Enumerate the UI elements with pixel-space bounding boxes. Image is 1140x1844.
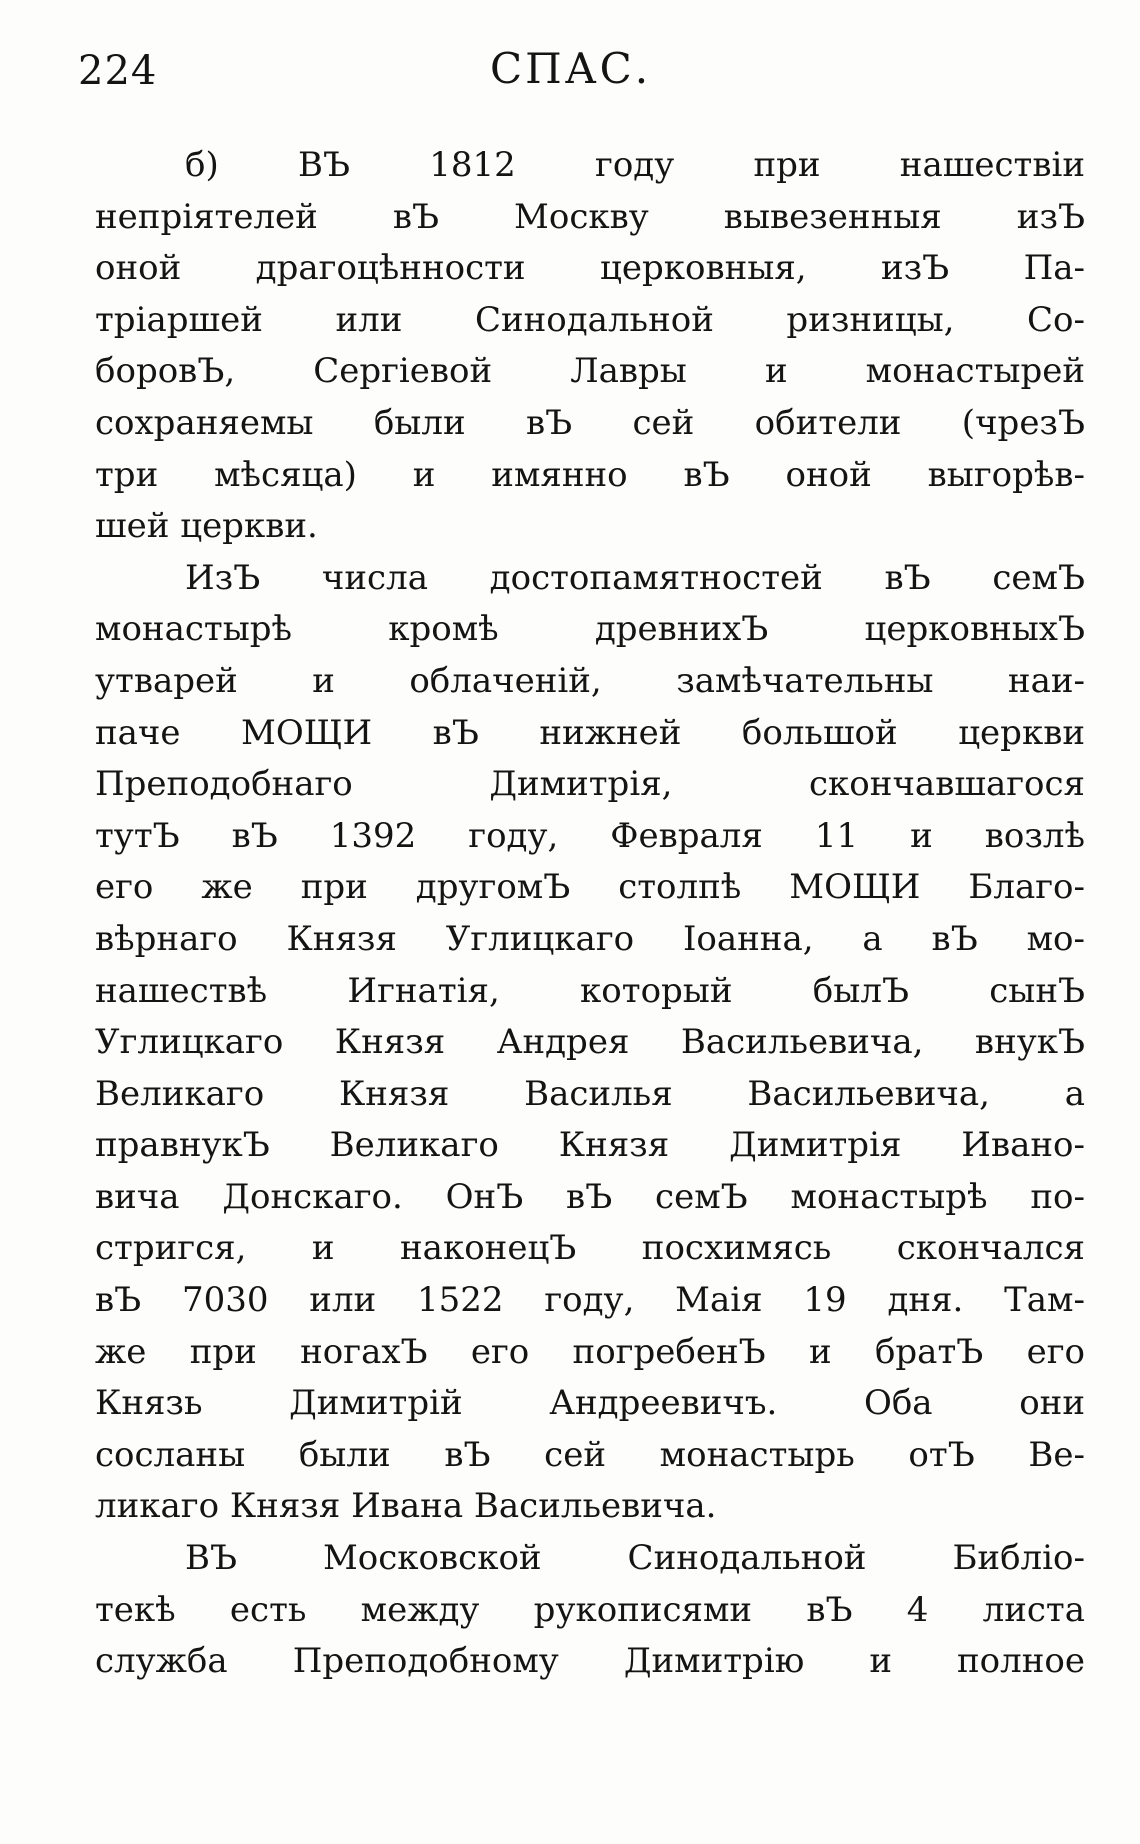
text-line: паче МОЩИ вЪ нижней большой церкви (95, 712, 1085, 753)
text-line: монастырѣ кромѣ древнихЪ церковныхЪ (95, 609, 1085, 650)
text-line: стригся, и наконецЪ посхимясь скончался (95, 1228, 1085, 1269)
body-text (95, 140, 1085, 1688)
paragraph-1 (95, 140, 1085, 553)
text-line: непріятелей вЪ Москву вывезенныя изЪ (95, 196, 1085, 237)
text-line: Преподобнаго Димитрія, скончавшагося (95, 764, 1085, 805)
text-line: три мѣсяца) и имянно вЪ оной выгорѣв- (95, 454, 1085, 495)
text-line: Углицкаго Князя Андрея Васильевича, внукЪ (95, 1022, 1085, 1063)
text-line: ликаго Князя Ивана Васильевича. (95, 1486, 717, 1527)
text-line: служба Преподобному Димитрію и полное (95, 1641, 1085, 1682)
running-title: СПАС. (490, 44, 652, 93)
text-line: вЪ 7030 или 1522 году, Маія 19 дня. Там- (95, 1280, 1085, 1321)
text-line: ИзЪ числа достопамятностей вЪ семЪ (185, 557, 1085, 598)
text-line: сохраняемы были вЪ сей обители (чрезЪ (95, 402, 1085, 443)
text-line: его же при другомЪ столпѣ МОЩИ Благо- (95, 867, 1085, 908)
page-header (0, 40, 1140, 100)
text-line: тріаршей или Синодальной ризницы, Со- (95, 299, 1085, 340)
text-line: шей церкви. (95, 506, 318, 547)
text-line: ВЪ Московской Синодальной Библіо- (185, 1538, 1085, 1579)
paragraph-2 (95, 553, 1085, 1533)
text-line: б) ВЪ 1812 году при нашествіи (185, 145, 1085, 185)
text-line: боровЪ, Сергіевой Лавры и монастырей (95, 351, 1085, 392)
text-line: оной драгоцѣнности церковныя, изЪ Па- (95, 248, 1085, 289)
page-number: 224 (78, 48, 158, 94)
text-line: вѣрнаго Князя Углицкаго Іоанна, а вЪ мо- (95, 918, 1085, 959)
text-line: правнукЪ Великаго Князя Димитрія Ивано- (95, 1125, 1085, 1166)
text-line: вича Донскаго. ОнЪ вЪ семЪ монастырѣ по- (95, 1176, 1085, 1217)
paragraph-3 (95, 1533, 1085, 1688)
text-line: сосланы были вЪ сей монастырь отЪ Be- (95, 1434, 1085, 1475)
text-line: Великаго Князя Василья Васильевича, а (95, 1073, 1085, 1114)
text-line: же при ногахЪ его погребенЪ и братЪ его (95, 1331, 1085, 1372)
text-line: тутЪ вЪ 1392 году, Февраля 11 и возлѣ (95, 815, 1085, 856)
text-line: утварей и облаченій, замѣчательны наи- (95, 660, 1085, 701)
text-line: Князь Димитрій Андреевичъ. Оба они (95, 1383, 1085, 1424)
text-line: текѣ есть между рукописями вЪ 4 листа (95, 1589, 1085, 1630)
text-line: нашествѣ Игнатія, который былЪ сынЪ (95, 970, 1085, 1011)
